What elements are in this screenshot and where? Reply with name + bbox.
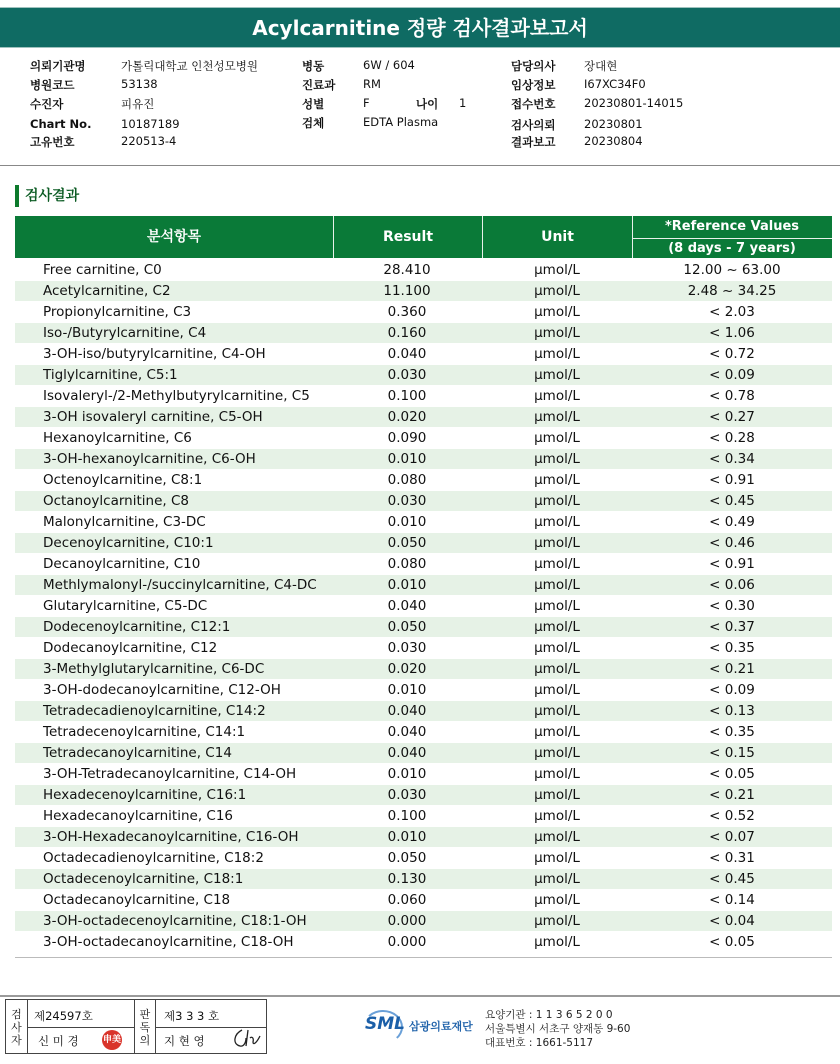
reviewer-label-text: 판독의 [139, 1008, 151, 1047]
lab-contact [485, 1008, 630, 1050]
unit-value: μmol/L [534, 766, 580, 782]
result-value: 28.410 [383, 262, 431, 278]
reference-value: < 0.45 [709, 493, 755, 509]
unit-value: μmol/L [534, 913, 580, 929]
unit-value: μmol/L [534, 535, 580, 551]
table-row [15, 344, 832, 365]
reference-value: < 0.06 [709, 577, 755, 593]
reference-value: < 0.31 [709, 850, 755, 866]
ward-value: 6W / 604 [363, 58, 415, 72]
unit-value: μmol/L [534, 661, 580, 677]
analyte-name: Tiglylcarnitine, C5:1 [43, 367, 178, 383]
header-reference-range: (8 days - 7 years) [632, 238, 832, 258]
inspector-label [6, 1000, 28, 1053]
reference-value: < 0.46 [709, 535, 755, 551]
unit-value: μmol/L [534, 325, 580, 341]
reference-value: < 0.09 [709, 682, 755, 698]
table-row [15, 680, 832, 701]
result-value: 0.100 [387, 388, 427, 404]
unit-value: μmol/L [534, 283, 580, 299]
table-row [15, 554, 832, 575]
result-value: 0.050 [387, 535, 427, 551]
analyte-name: Free carnitine, C0 [43, 262, 162, 278]
table-row [15, 932, 832, 953]
report-date-label: 결과보고 [511, 135, 556, 149]
hosp-code-value: 53138 [121, 77, 158, 91]
analyte-name: Octenoylcarnitine, C8:1 [43, 472, 203, 488]
unit-value: μmol/L [534, 808, 580, 824]
hospital-value: 가톨릭대학교 인천성모병원 [121, 59, 258, 73]
reference-value: < 0.04 [709, 913, 755, 929]
table-row [15, 743, 832, 764]
reference-value: < 0.78 [709, 388, 755, 404]
unit-value: μmol/L [534, 598, 580, 614]
lab-code: 요양기관 : 1 1 3 6 5 2 0 0 [485, 1009, 613, 1021]
reviewer-label [134, 1000, 156, 1053]
info-divider [0, 165, 840, 166]
result-value: 0.010 [387, 514, 427, 530]
unit-value: μmol/L [534, 304, 580, 320]
clinical-value: I67XC34F0 [584, 77, 646, 91]
doctor-label: 담당의사 [511, 59, 556, 73]
analyte-name: Octadecenoylcarnitine, C18:1 [43, 871, 244, 887]
table-row [15, 785, 832, 806]
table-row [15, 701, 832, 722]
analyte-name: Hexadecanoylcarnitine, C16 [43, 808, 234, 824]
result-value: 0.000 [387, 913, 427, 929]
lab-logo [365, 1006, 475, 1050]
unit-value: μmol/L [534, 850, 580, 866]
table-row [15, 281, 832, 302]
chart-label: Chart No. [30, 117, 92, 131]
hosp-code-label: 병원코드 [30, 78, 75, 92]
analyte-name: 3-Methylglutarylcarnitine, C6-DC [43, 661, 265, 677]
analyte-name: Dodecenoylcarnitine, C12:1 [43, 619, 231, 635]
hospital-label: 의뢰기관명 [30, 59, 86, 73]
lab-address: 서울특별시 서초구 양재동 9-60 [485, 1023, 631, 1035]
reference-value: < 0.13 [709, 703, 755, 719]
age-label: 나이 [416, 97, 439, 111]
unit-value: μmol/L [534, 745, 580, 761]
table-row [15, 911, 832, 932]
table-row [15, 827, 832, 848]
result-value: 0.050 [387, 619, 427, 635]
reference-value: < 0.05 [709, 934, 755, 950]
result-value: 0.000 [387, 934, 427, 950]
doctor-value: 장대현 [584, 59, 618, 73]
result-value: 0.010 [387, 577, 427, 593]
result-value: 0.040 [387, 724, 427, 740]
patient-label: 수진자 [30, 97, 64, 111]
analyte-name: Tetradecanoylcarnitine, C14 [43, 745, 232, 761]
result-value: 0.080 [387, 472, 427, 488]
result-value: 0.040 [387, 745, 427, 761]
reference-value: < 1.06 [709, 325, 755, 341]
inspector-number: 제24597호 [34, 1009, 93, 1023]
age-value: 1 [459, 96, 467, 110]
unit-value: μmol/L [534, 388, 580, 404]
unit-value: μmol/L [534, 472, 580, 488]
result-value: 0.090 [387, 430, 427, 446]
report-title: Acylcarnitine 정량 검사결과보고서 [0, 7, 840, 48]
lab-phone: 대표번호 : 1661-5117 [485, 1037, 594, 1049]
table-row [15, 848, 832, 869]
result-value: 0.080 [387, 556, 427, 572]
result-value: 0.100 [387, 808, 427, 824]
reference-value: < 0.37 [709, 619, 755, 635]
table-row [15, 449, 832, 470]
specimen-value: EDTA Plasma [363, 115, 439, 129]
reference-value: < 0.07 [709, 829, 755, 845]
analyte-name: 3-OH-octadecanoylcarnitine, C18-OH [43, 934, 294, 950]
unit-value: μmol/L [534, 493, 580, 509]
result-value: 0.020 [387, 661, 427, 677]
result-value: 0.010 [387, 766, 427, 782]
header-result: Result [382, 229, 434, 245]
reference-value: < 0.34 [709, 451, 755, 467]
unit-value: μmol/L [534, 724, 580, 740]
table-row [15, 428, 832, 449]
signature-box [5, 999, 267, 1054]
result-value: 0.030 [387, 367, 427, 383]
inspector-seal: 申美 [102, 1030, 122, 1050]
reviewer-name: 지 현 영 [164, 1034, 205, 1048]
uid-value: 220513-4 [121, 134, 177, 148]
dept-label: 진료과 [302, 78, 336, 92]
table-row [15, 575, 832, 596]
table-row [15, 260, 832, 281]
result-value: 0.010 [387, 682, 427, 698]
reference-value: < 0.35 [709, 640, 755, 656]
result-value: 0.040 [387, 346, 427, 362]
unit-value: μmol/L [534, 640, 580, 656]
result-value: 0.010 [387, 829, 427, 845]
footer-divider [0, 995, 840, 997]
reference-value: < 0.35 [709, 724, 755, 740]
unit-value: μmol/L [534, 892, 580, 908]
reference-value: 2.48 ~ 34.25 [687, 283, 777, 299]
table-row [15, 512, 832, 533]
result-value: 0.030 [387, 640, 427, 656]
table-row [15, 659, 832, 680]
reference-value: < 0.21 [709, 787, 755, 803]
uid-label: 고유번호 [30, 135, 75, 149]
analyte-name: Decenoylcarnitine, C10:1 [43, 535, 214, 551]
unit-value: μmol/L [534, 829, 580, 845]
unit-value: μmol/L [534, 556, 580, 572]
unit-value: μmol/L [534, 703, 580, 719]
analyte-name: 3-OH-hexanoylcarnitine, C6-OH [43, 451, 256, 467]
analyte-name: Glutarylcarnitine, C5-DC [43, 598, 208, 614]
inspector-label-text: 검사자 [11, 1008, 22, 1047]
reference-value: < 2.03 [709, 304, 755, 320]
analyte-name: 3-OH-dodecanoylcarnitine, C12-OH [43, 682, 281, 698]
unit-value: μmol/L [534, 346, 580, 362]
result-value: 0.130 [387, 871, 427, 887]
report-date-value: 20230804 [584, 134, 643, 148]
table-row [15, 302, 832, 323]
unit-value: μmol/L [534, 430, 580, 446]
table-bottom-rule [15, 957, 832, 958]
reference-value: < 0.91 [709, 556, 755, 572]
unit-value: μmol/L [534, 787, 580, 803]
inspector-name: 신 미 경 [38, 1034, 79, 1048]
analyte-name: Malonylcarnitine, C3-DC [43, 514, 206, 530]
reference-value: < 0.27 [709, 409, 755, 425]
reference-value: < 0.14 [709, 892, 755, 908]
analyte-name: Tetradecadienoylcarnitine, C14:2 [43, 703, 266, 719]
unit-value: μmol/L [534, 577, 580, 593]
analyte-name: 3-OH-Tetradecanoylcarnitine, C14-OH [43, 766, 297, 782]
reference-value: < 0.72 [709, 346, 755, 362]
analyte-name: Dodecanoylcarnitine, C12 [43, 640, 218, 656]
analyte-name: Hexanoylcarnitine, C6 [43, 430, 192, 446]
analyte-name: Octanoylcarnitine, C8 [43, 493, 189, 509]
unit-value: μmol/L [534, 934, 580, 950]
reviewer-signature [228, 1026, 264, 1050]
table-row [15, 596, 832, 617]
section-title: 검사결과 [15, 185, 79, 207]
chart-value: 10187189 [121, 117, 180, 131]
table-row [15, 491, 832, 512]
analyte-name: Decanoylcarnitine, C10 [43, 556, 201, 572]
unit-value: μmol/L [534, 367, 580, 383]
table-row [15, 806, 832, 827]
table-row [15, 470, 832, 491]
result-value: 0.360 [387, 304, 427, 320]
reference-value: < 0.09 [709, 367, 755, 383]
reference-value: < 0.49 [709, 514, 755, 530]
result-value: 0.010 [387, 451, 427, 467]
dept-value: RM [363, 77, 381, 91]
reference-value: < 0.30 [709, 598, 755, 614]
analyte-name: Octadecadienoylcarnitine, C18:2 [43, 850, 264, 866]
reference-value: < 0.45 [709, 871, 755, 887]
analyte-name: Isovaleryl-/2-Methylbutyrylcarnitine, C5 [43, 388, 310, 404]
table-row [15, 407, 832, 428]
clinical-label: 임상정보 [511, 78, 556, 92]
sign-divider [28, 1027, 134, 1028]
specimen-label: 검체 [302, 116, 325, 130]
patient-value: 피유진 [121, 97, 155, 111]
result-value: 0.060 [387, 892, 427, 908]
reference-value: < 0.05 [709, 766, 755, 782]
result-value: 0.050 [387, 850, 427, 866]
unit-value: μmol/L [534, 451, 580, 467]
sex-label: 성별 [302, 97, 325, 111]
ward-label: 병동 [302, 59, 325, 73]
sex-value: F [363, 96, 370, 110]
analyte-name: 3-OH-iso/butyrylcarnitine, C4-OH [43, 346, 266, 362]
table-row [15, 764, 832, 785]
unit-value: μmol/L [534, 682, 580, 698]
results-table-body [15, 260, 832, 953]
analyte-name: Iso-/Butyrylcarnitine, C4 [43, 325, 207, 341]
unit-value: μmol/L [534, 262, 580, 278]
table-row [15, 722, 832, 743]
logo-mark: SML [365, 1014, 405, 1034]
receipt-value: 20230801-14015 [584, 96, 684, 110]
reference-value: < 0.15 [709, 745, 755, 761]
request-label: 검사의뢰 [511, 118, 556, 132]
header-unit: Unit [541, 229, 574, 245]
reference-value: < 0.52 [709, 808, 755, 824]
table-row [15, 533, 832, 554]
header-reference: *Reference Values [664, 219, 800, 234]
analyte-name: Propionylcarnitine, C3 [43, 304, 192, 320]
analyte-name: Octadecanoylcarnitine, C18 [43, 892, 231, 908]
analyte-name: Hexadecenoylcarnitine, C16:1 [43, 787, 247, 803]
table-row [15, 638, 832, 659]
unit-value: μmol/L [534, 514, 580, 530]
reference-value: < 0.21 [709, 661, 755, 677]
result-value: 11.100 [383, 283, 431, 299]
unit-value: μmol/L [534, 619, 580, 635]
result-value: 0.020 [387, 409, 427, 425]
table-row [15, 617, 832, 638]
header-item: 분석항목 [146, 229, 202, 245]
results-table-header [15, 216, 832, 258]
analyte-name: 3-OH isovaleryl carnitine, C5-OH [43, 409, 263, 425]
reference-value: < 0.28 [709, 430, 755, 446]
result-value: 0.030 [387, 787, 427, 803]
table-row [15, 365, 832, 386]
table-row [15, 386, 832, 407]
receipt-label: 접수번호 [511, 97, 556, 111]
result-value: 0.160 [387, 325, 427, 341]
reference-value: < 0.91 [709, 472, 755, 488]
result-value: 0.040 [387, 598, 427, 614]
analyte-name: 3-OH-octadecenoylcarnitine, C18:1-OH [43, 913, 307, 929]
table-row [15, 323, 832, 344]
request-value: 20230801 [584, 117, 643, 131]
reviewer-number: 제3 3 3 호 [164, 1009, 220, 1023]
unit-value: μmol/L [534, 871, 580, 887]
analyte-name: 3-OH-Hexadecanoylcarnitine, C16-OH [43, 829, 299, 845]
reference-value: 12.00 ~ 63.00 [683, 262, 781, 278]
analyte-name: Acetylcarnitine, C2 [43, 283, 171, 299]
analyte-name: Methlymalonyl-/succinylcarnitine, C4-DC [43, 577, 317, 593]
unit-value: μmol/L [534, 409, 580, 425]
result-value: 0.030 [387, 493, 427, 509]
patient-info-block [0, 55, 840, 155]
analyte-name: Tetradecenoylcarnitine, C14:1 [43, 724, 246, 740]
table-row [15, 890, 832, 911]
table-row [15, 869, 832, 890]
logo-name: 삼광의료재단 [409, 1020, 473, 1033]
result-value: 0.040 [387, 703, 427, 719]
